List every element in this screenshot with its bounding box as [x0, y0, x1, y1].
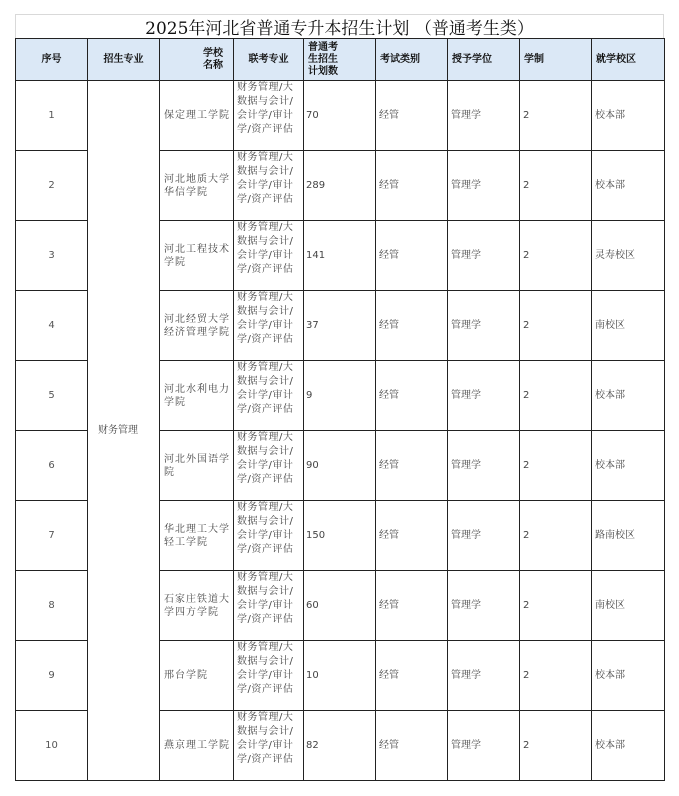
cell-degree: 管理学: [448, 431, 520, 501]
cell-plan: 10: [304, 641, 376, 711]
cell-category: 经管: [376, 81, 448, 151]
cell-campus: 校本部: [592, 361, 665, 431]
cell-plan: 289: [304, 151, 376, 221]
cell-seq: 3: [16, 221, 88, 291]
cell-exam-major: 财务管理/大数据与会计/会计学/审计学/资产评估: [234, 221, 304, 291]
cell-plan: 82: [304, 711, 376, 781]
cell-seq: 7: [16, 501, 88, 571]
enrollment-table: [15, 38, 665, 781]
cell-years: 2: [520, 151, 592, 221]
cell-years: 2: [520, 711, 592, 781]
cell-school: 石家庄铁道大学四方学院: [160, 571, 234, 641]
header-exam-major: 联考专业: [234, 39, 304, 81]
cell-seq: 5: [16, 361, 88, 431]
cell-campus: 校本部: [592, 711, 665, 781]
table-row: [16, 81, 665, 151]
cell-seq: 8: [16, 571, 88, 641]
header-category: 考试类别: [376, 39, 448, 81]
cell-years: 2: [520, 571, 592, 641]
cell-category: 经管: [376, 151, 448, 221]
cell-seq: 1: [16, 81, 88, 151]
cell-degree: 管理学: [448, 291, 520, 361]
cell-school: 河北地质大学华信学院: [160, 151, 234, 221]
page-title: 2025年河北省普通专升本招生计划 （普通考生类）: [15, 14, 664, 38]
cell-campus: 校本部: [592, 641, 665, 711]
cell-seq: 10: [16, 711, 88, 781]
cell-seq: 6: [16, 431, 88, 501]
cell-plan: 150: [304, 501, 376, 571]
cell-school: 河北外国语学院: [160, 431, 234, 501]
cell-campus: 路南校区: [592, 501, 665, 571]
cell-exam-major: 财务管理/大数据与会计/会计学/审计学/资产评估: [234, 641, 304, 711]
cell-school: 河北水利电力学院: [160, 361, 234, 431]
header-school: 学校 名称: [160, 39, 234, 81]
cell-years: 2: [520, 361, 592, 431]
cell-school: 华北理工大学轻工学院: [160, 501, 234, 571]
cell-years: 2: [520, 291, 592, 361]
cell-campus: 南校区: [592, 291, 665, 361]
header-plan: 普通考 生招生 计划数: [304, 39, 376, 81]
cell-exam-major: 财务管理/大数据与会计/会计学/审计学/资产评估: [234, 291, 304, 361]
cell-exam-major: 财务管理/大数据与会计/会计学/审计学/资产评估: [234, 431, 304, 501]
cell-category: 经管: [376, 291, 448, 361]
cell-years: 2: [520, 641, 592, 711]
cell-school: 保定理工学院: [160, 81, 234, 151]
cell-years: 2: [520, 81, 592, 151]
enrollment-plan-sheet: [15, 14, 664, 781]
cell-plan: 141: [304, 221, 376, 291]
cell-campus: 校本部: [592, 431, 665, 501]
header-seq: 序号: [16, 39, 88, 81]
cell-plan: 60: [304, 571, 376, 641]
cell-school: 河北工程技术学院: [160, 221, 234, 291]
cell-plan: 70: [304, 81, 376, 151]
cell-campus: 灵寿校区: [592, 221, 665, 291]
cell-years: 2: [520, 431, 592, 501]
cell-exam-major: 财务管理/大数据与会计/会计学/审计学/资产评估: [234, 501, 304, 571]
cell-plan: 37: [304, 291, 376, 361]
cell-school: 邢台学院: [160, 641, 234, 711]
cell-category: 经管: [376, 711, 448, 781]
cell-category: 经管: [376, 571, 448, 641]
cell-exam-major: 财务管理/大数据与会计/会计学/审计学/资产评估: [234, 81, 304, 151]
cell-exam-major: 财务管理/大数据与会计/会计学/审计学/资产评估: [234, 361, 304, 431]
cell-degree: 管理学: [448, 81, 520, 151]
cell-degree: 管理学: [448, 501, 520, 571]
cell-exam-major: 财务管理/大数据与会计/会计学/审计学/资产评估: [234, 151, 304, 221]
cell-seq: 9: [16, 641, 88, 711]
cell-years: 2: [520, 221, 592, 291]
cell-seq: 4: [16, 291, 88, 361]
cell-plan: 9: [304, 361, 376, 431]
cell-category: 经管: [376, 641, 448, 711]
table-header: [16, 39, 665, 81]
cell-category: 经管: [376, 501, 448, 571]
cell-plan: 90: [304, 431, 376, 501]
cell-school: 河北经贸大学经济管理学院: [160, 291, 234, 361]
table-body: [16, 81, 665, 781]
cell-category: 经管: [376, 431, 448, 501]
cell-category: 经管: [376, 221, 448, 291]
header-years: 学制: [520, 39, 592, 81]
cell-category: 经管: [376, 361, 448, 431]
cell-school: 燕京理工学院: [160, 711, 234, 781]
header-major: 招生专业: [88, 39, 160, 81]
cell-exam-major: 财务管理/大数据与会计/会计学/审计学/资产评估: [234, 571, 304, 641]
cell-exam-major: 财务管理/大数据与会计/会计学/审计学/资产评估: [234, 711, 304, 781]
cell-seq: 2: [16, 151, 88, 221]
cell-degree: 管理学: [448, 641, 520, 711]
cell-campus: 校本部: [592, 81, 665, 151]
cell-degree: 管理学: [448, 151, 520, 221]
cell-degree: 管理学: [448, 361, 520, 431]
cell-major: 财务管理: [88, 81, 160, 781]
cell-campus: 校本部: [592, 151, 665, 221]
cell-years: 2: [520, 501, 592, 571]
cell-degree: 管理学: [448, 221, 520, 291]
cell-degree: 管理学: [448, 571, 520, 641]
header-campus: 就学校区: [592, 39, 665, 81]
cell-campus: 南校区: [592, 571, 665, 641]
cell-degree: 管理学: [448, 711, 520, 781]
header-degree: 授予学位: [448, 39, 520, 81]
